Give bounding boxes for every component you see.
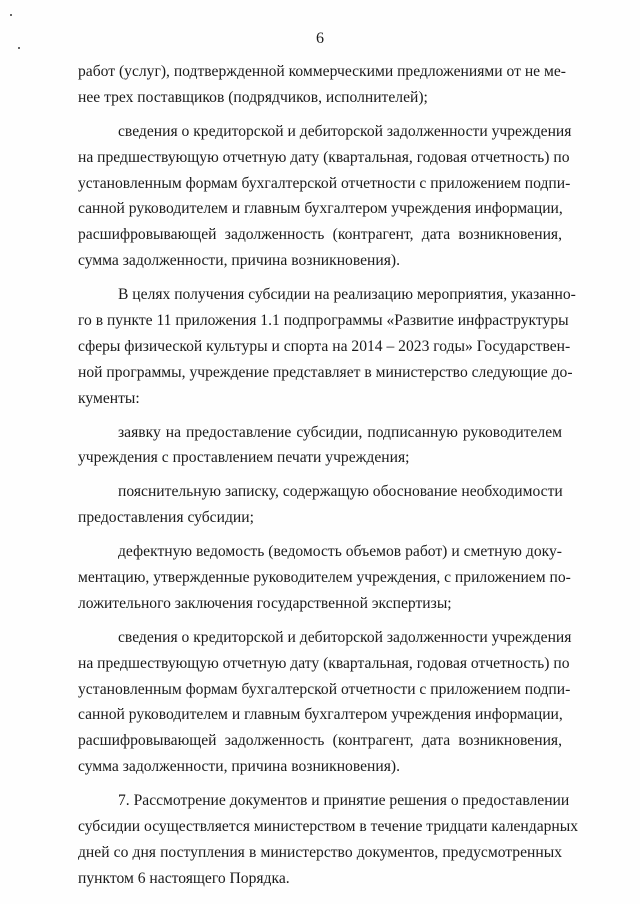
text-line: на предшествующую отчетную дату (квартальная, годовая отчетность) по	[78, 148, 570, 166]
text-line: ментацию, утвержденные руководителем учреждения, с приложением по-	[78, 569, 571, 587]
text-line: учреждения с проставлением печати учреждения;	[78, 449, 410, 467]
text-line: предоставления субсидии;	[78, 509, 254, 527]
text-line: нее трех поставщиков (подрядчиков, исполнителей);	[78, 88, 428, 106]
document-body	[78, 59, 579, 892]
text-line: расшифровывающей задолженность (контрагент, дата возникновения,	[78, 732, 562, 750]
text-line: го в пункте 11 приложения 1.1 подпрограммы «Развитие инфраструктуры	[78, 312, 569, 330]
text-line: пунктом 6 настоящего Порядка.	[78, 869, 290, 887]
text-line: санной руководителем и главным бухгалтером учреждения информации,	[78, 200, 563, 218]
text-line: расшифровывающей задолженность (контрагент, дата возникновения,	[78, 226, 562, 244]
text-line: санной руководителем и главным бухгалтером учреждения информации,	[78, 706, 563, 724]
text-line: работ (услуг), подтвержденной коммерческими предложениями от не ме-	[78, 63, 566, 80]
text-line: 7. Рассмотрение документов и принятие решения о предоставлении	[118, 792, 570, 810]
text-line: установленным формам бухгалтерской отчетности с приложением подпи-	[78, 680, 571, 698]
scan-mark-top	[10, 14, 12, 16]
text-line: сферы физической культуры и спорта на 2014 – 2023 годы» Государствен-	[78, 337, 571, 355]
text-line: ложительного заключения государственной экспертизы;	[78, 594, 452, 612]
text-line: В целях получения субсидии на реализацию мероприятия, указанно-	[118, 286, 576, 304]
text-line: сведения о кредиторской и дебиторской задолженности учреждения	[118, 628, 572, 646]
text-line: дней со дня поступления в министерство документов, предусмотренных	[78, 843, 562, 861]
text-line: субсидии осуществляется министерством в течение тридцати календарных	[78, 818, 579, 836]
text-line: сумма задолженности, причина возникновения).	[78, 758, 400, 776]
text-line: сумма задолженности, причина возникновения).	[78, 252, 400, 270]
page-number: 6	[316, 30, 324, 47]
text-line: пояснительную записку, содержащую обоснование необходимости	[118, 483, 563, 501]
text-line: ной программы, учреждение представляет в министерство следующие до-	[78, 363, 573, 381]
text-line: дефектную ведомость (ведомость объемов работ) и сметную доку-	[118, 543, 562, 561]
text-line: кументы:	[78, 389, 140, 407]
text-line: заявку на предоставление субсидии, подписанную руководителем	[118, 423, 562, 441]
text-line: установленным формам бухгалтерской отчетности с приложением подпи-	[78, 174, 571, 192]
text-line: сведения о кредиторской и дебиторской задолженности учреждения	[118, 122, 572, 140]
text-line: на предшествующую отчетную дату (квартальная, годовая отчетность) по	[78, 654, 570, 672]
